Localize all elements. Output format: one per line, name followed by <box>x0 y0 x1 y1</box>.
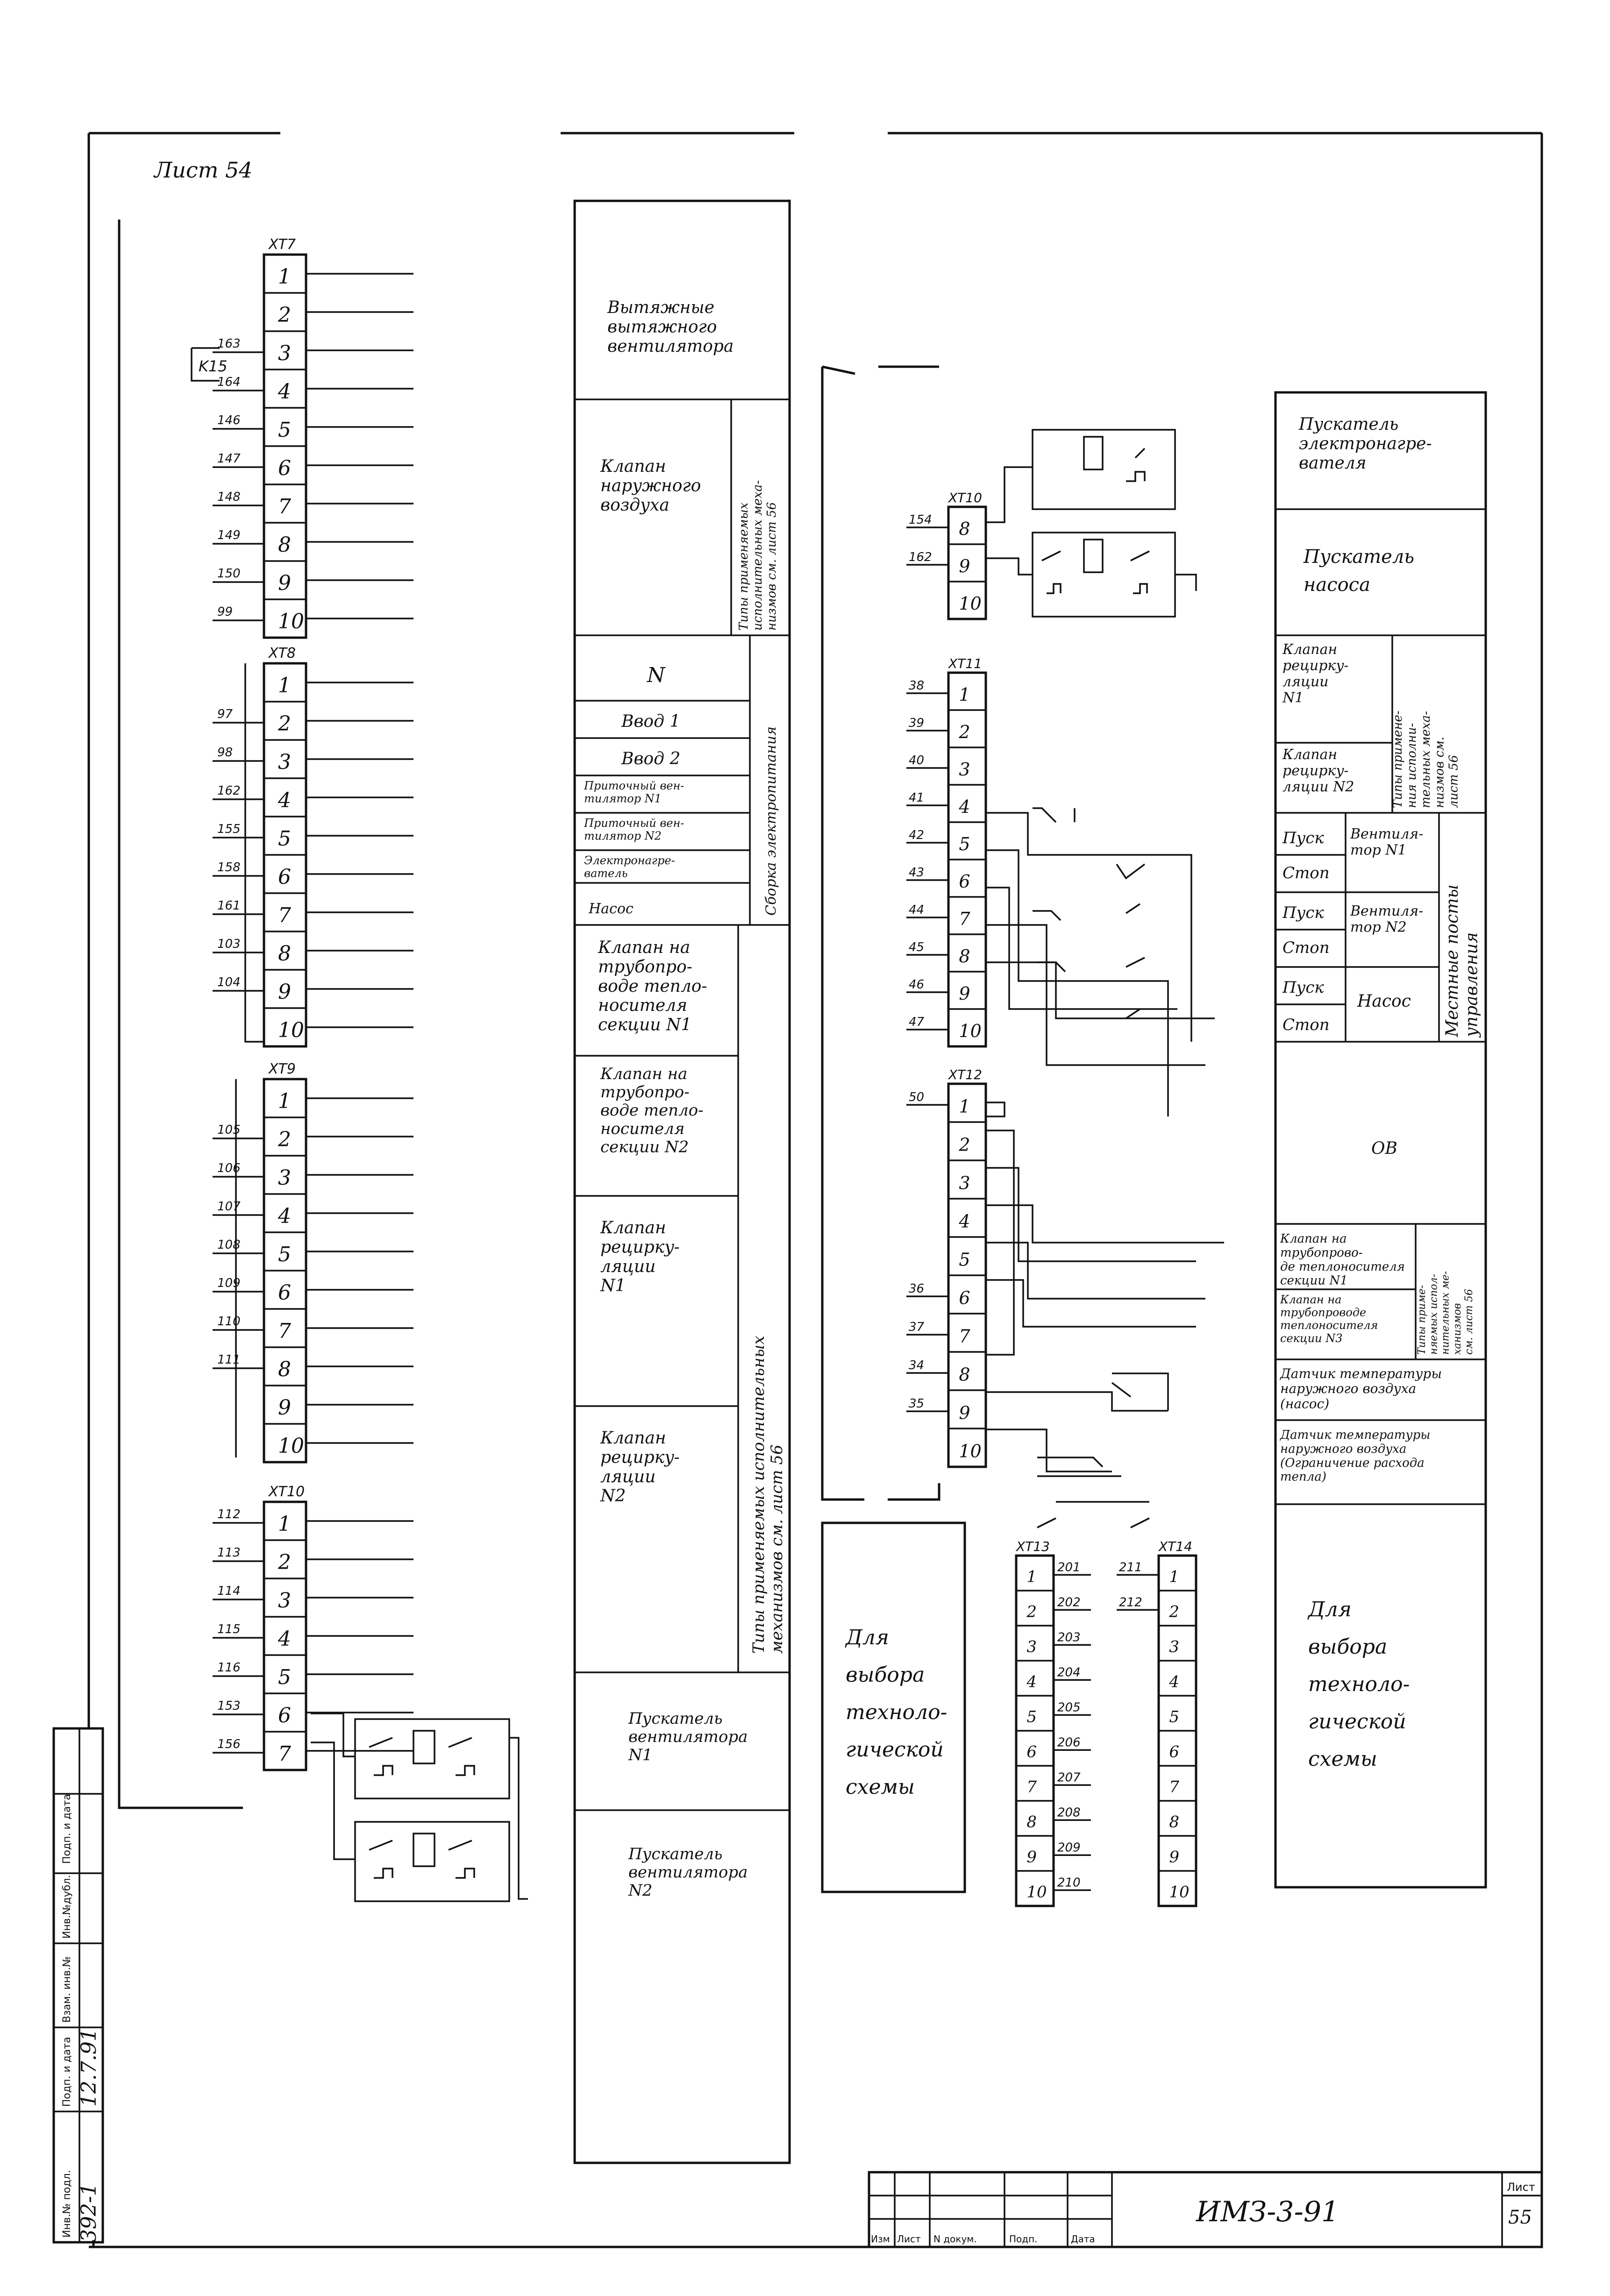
label-supply-fan1: Приточный вен-тилятор N1 <box>584 779 684 805</box>
terminal-pin-number: 1 <box>278 1089 291 1113</box>
wire-number: 210 <box>1057 1876 1081 1890</box>
terminal-pin-number: 10 <box>1026 1883 1047 1902</box>
wire-number: 114 <box>217 1584 241 1598</box>
terminal-pin-number: 8 <box>959 946 970 967</box>
label-stop-3: Стоп <box>1282 1016 1330 1034</box>
terminal-pin-number: 3 <box>278 1589 291 1613</box>
terminal-pin-number: 6 <box>959 1287 970 1308</box>
wire-number: 45 <box>909 940 925 954</box>
terminal-pin-number: 3 <box>1169 1637 1180 1656</box>
terminal-pin-number: 5 <box>959 1249 970 1270</box>
label-recirc-note-right: Типы примене-ния исполни-тельных меха-низмов см.лист 56 <box>1391 711 1461 808</box>
wire-number: 108 <box>217 1238 241 1252</box>
label-valve3-right: Клапан на трубопроводе теплоносителя секции N3 <box>1280 1293 1378 1345</box>
wire-number: 98 <box>217 746 233 760</box>
terminal-pin-number: 8 <box>278 942 291 966</box>
wire-number: 162 <box>217 784 241 798</box>
title-block <box>869 2172 1542 2247</box>
label-recirc2-right: Клапан рециркy-ляции N2 <box>1282 746 1354 795</box>
wire-number: 162 <box>909 550 932 564</box>
terminal-pin-number: 7 <box>1026 1777 1037 1797</box>
terminal-pin-number: 10 <box>959 1021 982 1041</box>
label-vvod2: Ввод 2 <box>621 749 681 768</box>
label-valve-sec2: Клапан на трубопро-воде тепло-носителя секции N2 <box>600 1065 704 1157</box>
wire-number: 147 <box>217 452 241 466</box>
terminal-pin-number: 3 <box>959 1173 970 1194</box>
wire-number: 99 <box>217 605 233 619</box>
terminal-pin-number: 10 <box>278 1018 304 1042</box>
terminal-pin-number: 6 <box>959 871 970 892</box>
label-stop-1: Стоп <box>1282 864 1330 882</box>
terminal-pin-number: 7 <box>278 495 291 519</box>
terminal-pin-number: 5 <box>278 827 291 851</box>
terminal-pin-number: 10 <box>959 1441 982 1462</box>
stamp-date: 12.7.91 <box>77 2028 101 2107</box>
terminal-pin-number: 1 <box>959 1096 970 1117</box>
terminal-pin-number: 6 <box>278 865 291 889</box>
wire-number: 104 <box>217 975 241 989</box>
label-pump-right: Насос <box>1357 992 1411 1011</box>
wire-number: 146 <box>217 413 241 427</box>
wire-number: 204 <box>1057 1665 1081 1680</box>
terminal-pin-number: 4 <box>278 1627 291 1651</box>
terminal-pin-number: 4 <box>278 380 291 404</box>
label-starter-fan2: Пускатель вентилятора N2 <box>628 1845 748 1900</box>
sheet-number: 55 <box>1508 2207 1532 2228</box>
wire-number: 107 <box>217 1200 241 1214</box>
wire-number: 153 <box>217 1699 241 1713</box>
wire-number: 148 <box>217 490 241 504</box>
stamp-col-4: Инв.№дубл. <box>61 1875 73 1939</box>
terminal-pin-number: 3 <box>959 759 970 780</box>
label-starter-pump: Пускатель насоса <box>1304 546 1415 596</box>
wire-number: 115 <box>217 1622 241 1636</box>
wire-number: 163 <box>217 337 241 351</box>
terminal-pin-number: 2 <box>1169 1602 1180 1621</box>
terminal-pin-number: 3 <box>278 1166 291 1190</box>
label-exhaust-fan: Вытяжные вытяжного вентилятора <box>607 298 734 356</box>
label-recirc2: Клапан рециркy-ляции N2 <box>600 1429 680 1506</box>
terminal-pin-number: 1 <box>278 1512 291 1536</box>
title-col-date: Дата <box>1071 2233 1095 2245</box>
wire-number: 39 <box>909 716 925 730</box>
wire-number: 155 <box>217 822 241 836</box>
wire-number: 202 <box>1057 1595 1081 1610</box>
terminal-pin-number: 4 <box>959 1211 970 1232</box>
terminal-pin-number: 6 <box>278 1704 291 1727</box>
terminal-pin-number: 2 <box>278 303 291 327</box>
terminal-pin-number: 8 <box>1026 1813 1037 1832</box>
label-supply-fan2: Приточный вен-тилятор N2 <box>584 817 684 843</box>
terminal-pin-number: 6 <box>278 1281 291 1305</box>
terminal-pin-number: 4 <box>1169 1672 1180 1692</box>
label-sensor-pump: Датчик температуры наружного воздуха (насос) <box>1280 1366 1442 1412</box>
middle-schematic <box>822 367 1224 1528</box>
label-recirc1: Клапан рециркy-ляции N1 <box>600 1218 680 1296</box>
terminal-pin-number: 2 <box>278 1550 291 1574</box>
wire-number: 116 <box>217 1661 241 1675</box>
label-mech-note: Типы применяемых исполнительныхмеханизмов см. лист 56 <box>749 1336 787 1654</box>
terminal-pin-number: 5 <box>959 834 970 854</box>
wire-number: 211 <box>1119 1560 1142 1575</box>
terminal-pin-number: 9 <box>959 556 970 576</box>
terminal-pin-number: 9 <box>1169 1848 1180 1867</box>
wire-number: 113 <box>217 1546 241 1560</box>
terminal-block-label: XT11 <box>948 656 982 671</box>
terminal-pin-number: 10 <box>278 1434 304 1458</box>
sheet-label: Лист <box>1507 2181 1535 2194</box>
title-col-doc: N докум. <box>933 2233 977 2245</box>
terminal-pin-number: 9 <box>278 980 291 1004</box>
terminal-pin-number: 8 <box>959 519 970 539</box>
label-outdoor-valve-note: Типы применяемыхисполнительных меха-низмов см. лист 56 <box>737 480 779 631</box>
wire-number: 34 <box>909 1358 925 1373</box>
wire-number: 50 <box>909 1090 925 1105</box>
wire-number: 47 <box>909 1015 925 1029</box>
terminal-pin-number: 7 <box>278 1742 291 1766</box>
wire-number: 35 <box>909 1397 925 1411</box>
stamp-col-3: Взам. инв.№ <box>61 1956 73 2023</box>
left-terminal-blocks <box>213 236 413 1770</box>
label-start-1: Пуск <box>1282 829 1324 847</box>
terminal-pin-number: 10 <box>1169 1883 1190 1902</box>
terminal-pin-number: 4 <box>278 789 291 812</box>
terminal-pin-number: 9 <box>278 571 291 595</box>
wire-number: 203 <box>1057 1630 1081 1645</box>
wire-number: 43 <box>909 866 925 880</box>
wire-number: 105 <box>217 1123 241 1137</box>
terminal-pin-number: 1 <box>278 674 291 697</box>
label-fan1-right: Вентиля-тор N1 <box>1350 826 1424 859</box>
wire-number: 164 <box>217 375 241 389</box>
label-outdoor-valve: Клапан наружного воздуха <box>600 457 701 515</box>
label-heater: Электронагре-ватель <box>584 854 675 880</box>
label-pump: Насос <box>589 901 634 917</box>
drawing-code: ИМЗ-3-91 <box>1196 2196 1339 2228</box>
wire-number: 207 <box>1057 1770 1081 1785</box>
terminal-pin-number: 5 <box>1169 1707 1180 1727</box>
label-vvod1: Ввод 1 <box>621 712 681 731</box>
terminal-pin-number: 6 <box>278 456 291 480</box>
terminal-pin-number: 1 <box>278 265 291 289</box>
wire-number: 37 <box>909 1320 925 1335</box>
terminal-pin-number: 7 <box>278 1319 291 1343</box>
wire-number: 106 <box>217 1161 241 1175</box>
label-ov: ОВ <box>1371 1139 1397 1158</box>
title-col-sign: Подп. <box>1009 2233 1038 2245</box>
left-stamp <box>54 1728 103 2242</box>
label-sensor-heat: Датчик температуры наружного воздуха (Ограничение расхода тепла) <box>1280 1428 1431 1484</box>
label-start-2: Пуск <box>1282 903 1324 922</box>
terminal-block-label: XT7 <box>269 236 296 253</box>
wire-number: 212 <box>1119 1595 1142 1610</box>
terminal-pin-number: 4 <box>278 1204 291 1228</box>
terminal-pin-number: 5 <box>278 1665 291 1689</box>
wire-number: 41 <box>909 791 925 805</box>
terminal-pin-number: 7 <box>1169 1777 1180 1797</box>
label-local-posts: Местные постыуправления <box>1443 884 1482 1037</box>
terminal-pin-number: 2 <box>1026 1602 1037 1621</box>
terminal-pin-number: 3 <box>1026 1637 1037 1656</box>
wire-number: 158 <box>217 860 241 874</box>
stamp-col-2: Подп. и дата <box>61 2037 73 2107</box>
terminal-pin-number: 5 <box>278 1243 291 1266</box>
label-start-3: Пуск <box>1282 978 1324 997</box>
terminal-block-label: XT9 <box>269 1061 296 1077</box>
label-fan2-right: Вентиля-тор N2 <box>1350 903 1424 936</box>
terminal-pin-number: 4 <box>959 796 970 817</box>
terminal-pin-number: 6 <box>1169 1742 1180 1762</box>
wire-number: 97 <box>217 707 233 721</box>
terminal-pin-number: 5 <box>1026 1707 1037 1727</box>
terminal-pin-number: 3 <box>278 341 291 365</box>
terminal-pin-number: 9 <box>959 1402 970 1423</box>
wire-number: 156 <box>217 1737 241 1751</box>
wire-number: 150 <box>217 567 241 581</box>
terminal-block-label: XT8 <box>269 645 296 661</box>
terminal-pin-number: 9 <box>959 983 970 1004</box>
terminal-pin-number: 8 <box>278 1358 291 1381</box>
label-tech-scheme-mid: Для выбора техноло-гической схемы <box>846 1626 947 1799</box>
terminal-pin-number: 7 <box>959 1326 970 1347</box>
label-n: N <box>647 663 665 687</box>
terminal-pin-number: 6 <box>1026 1742 1037 1762</box>
starter-circuits-left <box>311 1713 528 1901</box>
terminal-block-label: XT14 <box>1159 1539 1192 1554</box>
terminal-block-label: XT10 <box>948 490 982 505</box>
terminal-pin-number: 1 <box>959 684 970 705</box>
label-starter-heater: Пускатель электронагре-вателя <box>1299 415 1432 473</box>
label-valve-note-right: Типы приме-няемых испол-нительных ме-ханизмовсм. лист 56 <box>1416 1271 1475 1355</box>
terminal-pin-number: 10 <box>959 593 982 614</box>
terminal-pin-number: 9 <box>278 1396 291 1420</box>
label-valve-sec1: Клапан на трубопро-воде тепло-носителя секции N1 <box>598 938 707 1035</box>
wire-number: 111 <box>217 1353 241 1367</box>
wire-number: 161 <box>217 899 241 913</box>
title-col-list: Лист <box>897 2233 921 2245</box>
sheet-header: Лист 54 <box>154 157 253 183</box>
wire-number: 40 <box>909 753 925 768</box>
terminal-pin-number: 7 <box>959 909 970 929</box>
terminal-pin-number: 2 <box>278 712 291 736</box>
wire-number: 38 <box>909 679 925 693</box>
terminal-block-label: XT13 <box>1016 1539 1050 1554</box>
wire-number: 42 <box>909 828 925 842</box>
label-valve1-right: Клапан на трубопрово-де теплоносителя секции N1 <box>1280 1232 1405 1288</box>
wire-number: 103 <box>217 937 241 951</box>
wire-number: 149 <box>217 528 241 542</box>
wire-number: 36 <box>909 1282 925 1296</box>
label-starter-fan1: Пускатель вентилятора N1 <box>628 1709 748 1765</box>
wire-number: 154 <box>909 513 932 527</box>
terminal-pin-number: 4 <box>1026 1672 1037 1692</box>
terminal-pin-number: 8 <box>278 533 291 557</box>
stamp-col-1: Инв.№ подл. <box>61 2170 73 2238</box>
terminal-pin-number: 5 <box>278 418 291 442</box>
terminal-pin-number: 2 <box>959 1134 970 1155</box>
terminal-pin-number: 10 <box>278 610 304 633</box>
terminal-pin-number: 8 <box>959 1364 970 1385</box>
label-power-note: Сборка электропитания <box>763 726 779 916</box>
terminal-block-label: XT12 <box>948 1067 982 1082</box>
stamp-col-5: Подп. и дата <box>61 1794 73 1864</box>
wire-number: 209 <box>1057 1841 1081 1855</box>
terminal-pin-number: 8 <box>1169 1813 1180 1832</box>
stamp-inv-no: 392-1 <box>77 2183 101 2242</box>
wire-number: 110 <box>217 1315 241 1329</box>
label-tech-scheme-right: Для выбора техноло-гической схемы <box>1308 1598 1410 1771</box>
label-stop-2: Стоп <box>1282 938 1330 957</box>
label-recirc1-right: Клапан рециркy-ляции N1 <box>1282 641 1349 706</box>
wire-number: 109 <box>217 1276 241 1290</box>
terminal-pin-number: 9 <box>1026 1848 1037 1867</box>
wire-number: 206 <box>1057 1735 1081 1750</box>
terminal-pin-number: 1 <box>1026 1567 1037 1586</box>
terminal-block-label: XT10 <box>269 1484 305 1500</box>
k15-label: K15 <box>199 357 228 375</box>
wire-number: 46 <box>909 978 925 992</box>
wire-number: 205 <box>1057 1700 1081 1715</box>
terminal-pin-number: 2 <box>278 1128 291 1152</box>
terminal-pin-number: 1 <box>1169 1567 1180 1586</box>
terminal-pin-number: 3 <box>278 750 291 774</box>
wire-number: 112 <box>217 1507 241 1521</box>
title-col-izm: Изм <box>871 2233 890 2245</box>
wire-number: 208 <box>1057 1806 1081 1820</box>
terminal-pin-number: 2 <box>959 722 970 742</box>
wire-number: 201 <box>1057 1560 1081 1575</box>
wire-number: 44 <box>909 903 925 917</box>
terminal-pin-number: 7 <box>278 903 291 927</box>
